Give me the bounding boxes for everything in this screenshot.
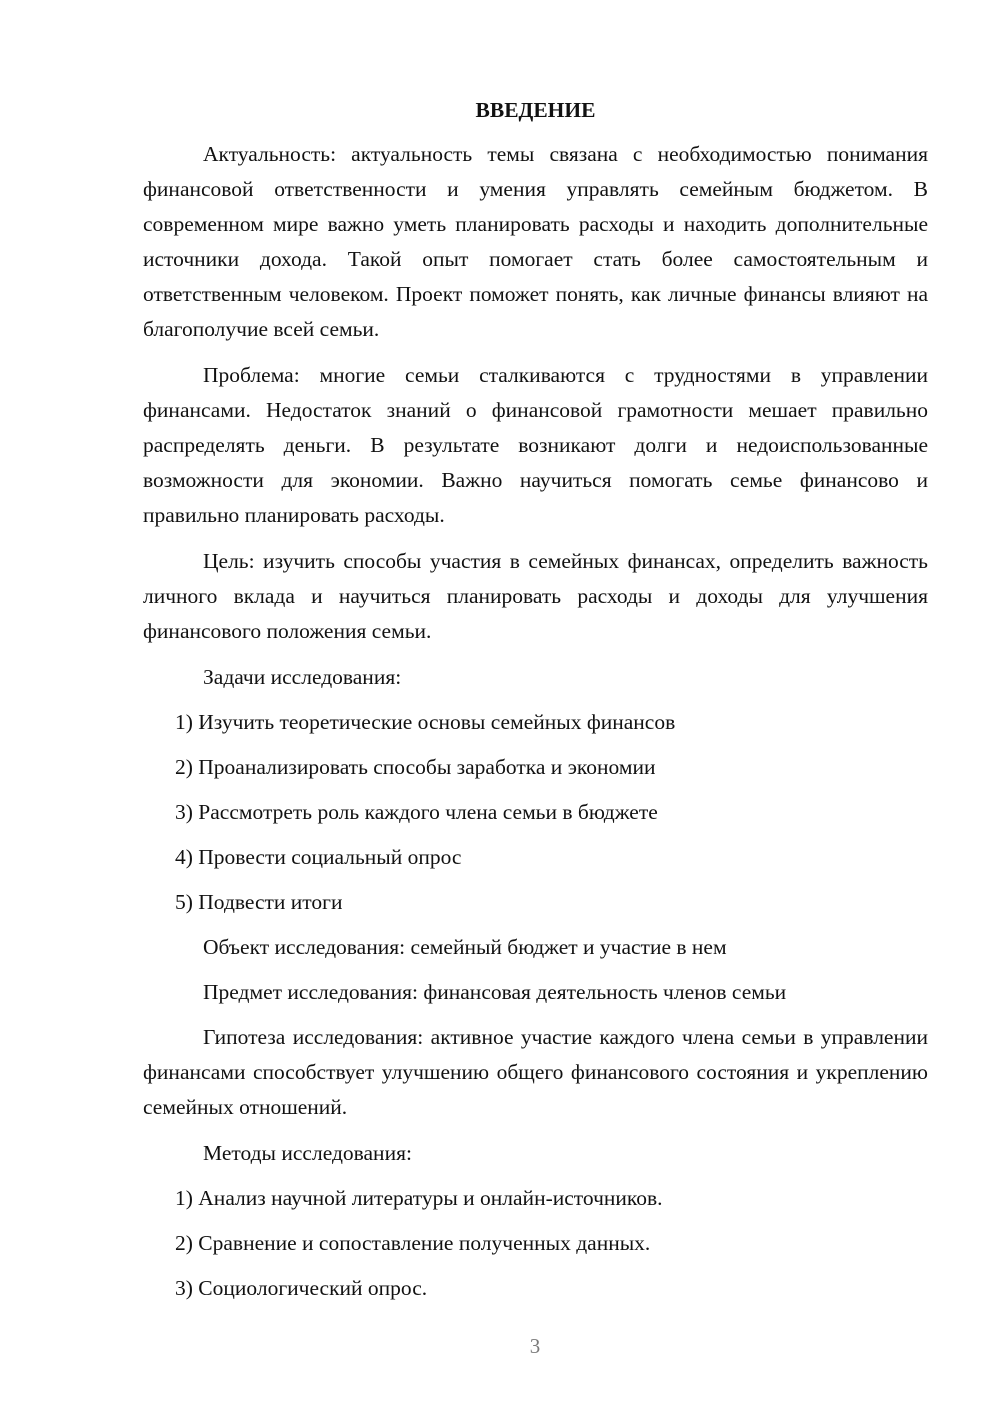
document-body (143, 95, 928, 1316)
relevance-paragraph: Актуальность: актуальность темы связана с необходимостью понимания финансовой ответственности и умения управлять семейным бюджетом. В современном мире важно уметь планировать расходы и находить дополнительные источники дохода. Такой опыт помогает стать более самостоятельным и ответственным человеком. Проект поможет понять, как личные финансы влияют на благополучие всей семьи. (143, 142, 928, 341)
task-item: 2) Проанализировать способы заработка и экономии (175, 755, 656, 779)
goal-paragraph: Цель: изучить способы участия в семейных финансах, определить важность личного вклада и научиться планировать расходы и доходы для улучшения финансового положения семьи. (143, 549, 928, 643)
methods-list (143, 1181, 928, 1306)
task-item: 3) Рассмотреть роль каждого члена семьи в бюджете (175, 800, 658, 824)
task-item: 5) Подвести итоги (175, 890, 343, 914)
tasks-list (143, 705, 928, 920)
method-item: 3) Социологический опрос. (175, 1276, 428, 1300)
subject-line: Предмет исследования: финансовая деятельность членов семьи (203, 980, 787, 1004)
tasks-label: Задачи исследования: (203, 665, 402, 689)
method-item: 2) Сравнение и сопоставление полученных данных. (175, 1231, 651, 1255)
task-item: 1) Изучить теоретические основы семейных финансов (175, 710, 676, 734)
task-item: 4) Провести социальный опрос (175, 845, 462, 869)
method-item: 1) Анализ научной литературы и онлайн-источников. (175, 1186, 663, 1210)
methods-label: Методы исследования: (203, 1141, 412, 1165)
section-title: ВВЕДЕНИЕ (475, 98, 596, 122)
page-number: 3 (529, 1334, 541, 1358)
hypothesis-paragraph: Гипотеза исследования: активное участие каждого члена семьи в управлении финансами способствует улучшению общего финансового состояния и укреплению семейных отношений. (143, 1025, 928, 1119)
object-line: Объект исследования: семейный бюджет и участие в нем (203, 935, 727, 959)
problem-paragraph: Проблема: многие семьи сталкиваются с трудностями в управлении финансами. Недостаток знаний о финансовой грамотности мешает правильно распределять деньги. В результате возникают долги и недоиспользованные возможности для экономии. Важно научиться помогать семье финансово и правильно планировать расходы. (143, 363, 928, 527)
